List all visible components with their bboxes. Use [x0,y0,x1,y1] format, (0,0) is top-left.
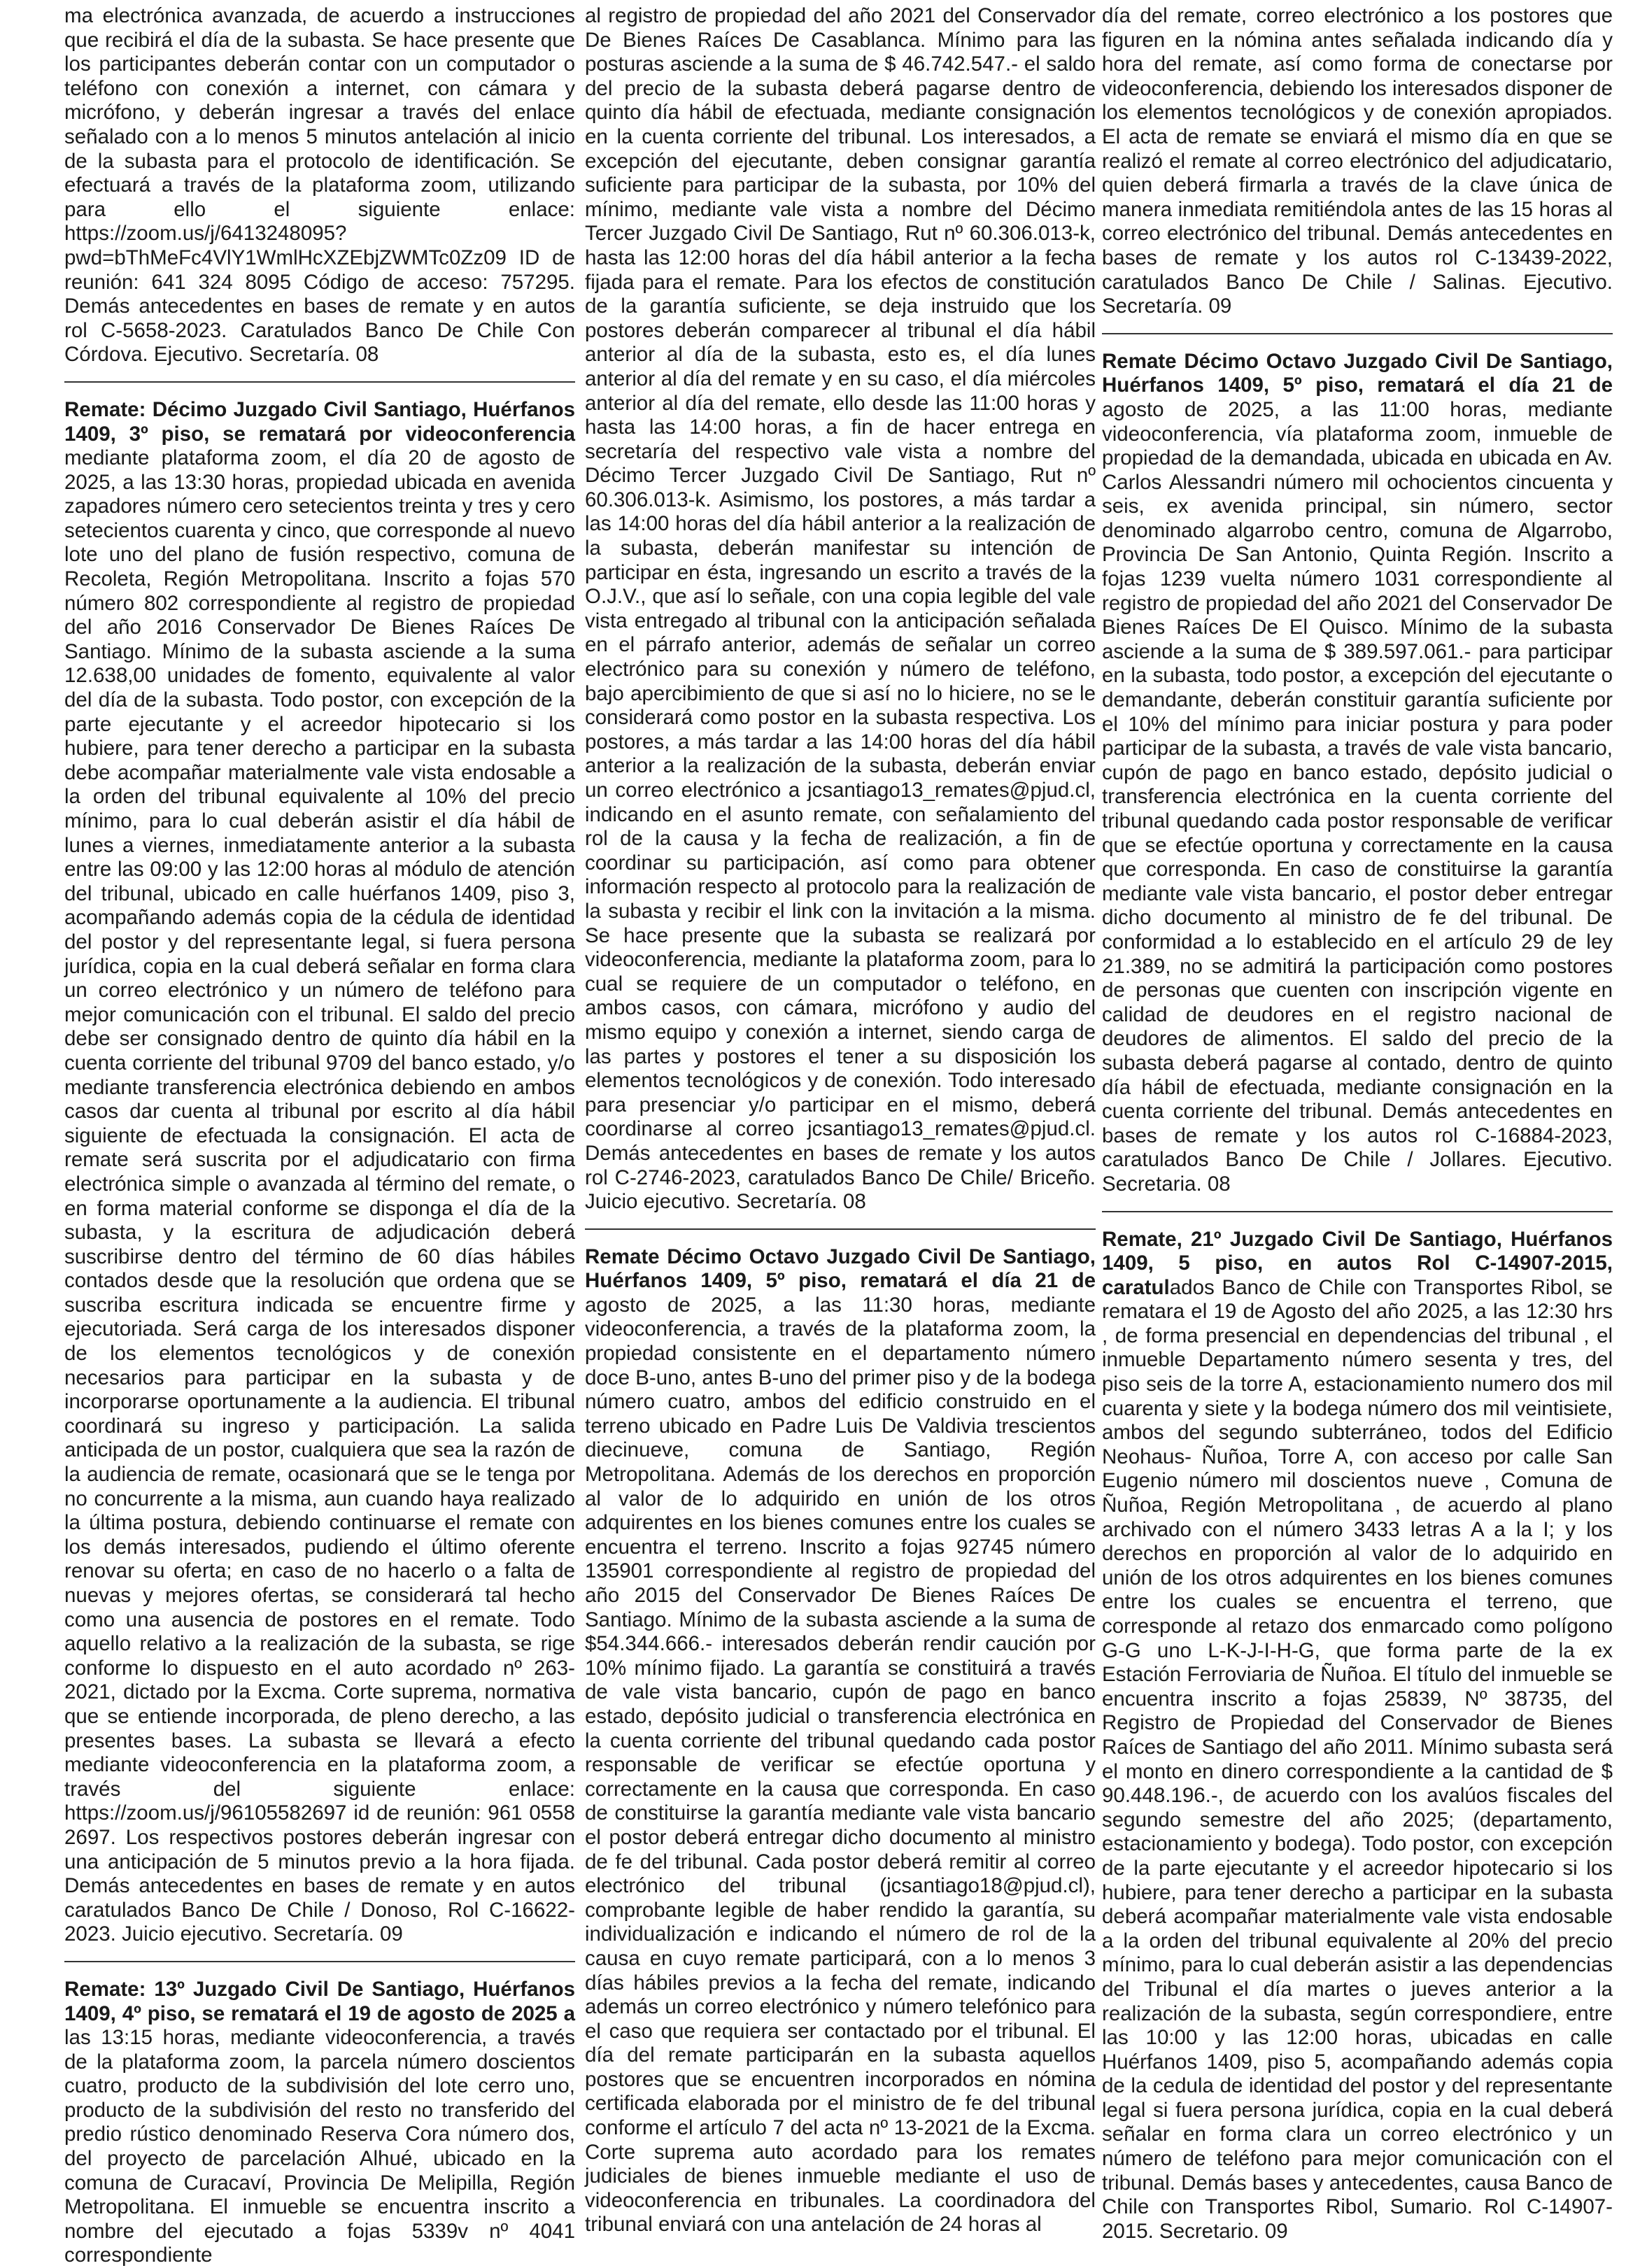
notice-body: agosto de 2025, a las 11:00 horas, mediante videoconferencia, vía plataforma zoom, inmueble de propiedad de la demandada, ubicada en ubicada en Av. Carlos Alessandri número mil ochocientos cincuenta y seis, ex avenida principal, sin número, sector denominado algarrobo centro, comuna de Algarrobo, Provincia De San Antonio, Quinta Región. Inscrito a fojas 1239 vuelta número 1031 correspondiente al registro de propiedad del año 2021 del Conservador De Bienes Raíces De El Quisco. Mínimo de la subasta asciende a la suma de $ 389.597.061.- para participar en la subasta, todo postor, a excepción del ejecutante o demandante, deberán constituir garantía suficiente por el 10% del mínimo para iniciar postura y para poder participar de la subasta, a través de vale vista bancario, cupón de pago en banco estado, depósito judicial o transferencia electrónica en la cuenta corriente del tribunal quedando cada postor responsable de verificar que se efectúe oportuna y correctamente en la causa que corresponda. En caso de constituirse la garantía mediante vale vista bancario, el postor deber entregar dicho documento al ministro de fe del tribunal. De conformidad a lo establecido en el artículo 29 de ley 21.389, no se admitirá la participación como postores de personas que cuenten con inscripción vigente en calidad de deudores en el registro nacional de deudores de alimentos. El saldo del precio de la subasta deberá pagarse al contado, dentro de quinto día hábil de efectuada, mediante consignación en la cuenta corriente del tribunal. Demás antecedentes en bases de remate y los autos rol C-16884-2023, caratulados Banco De Chile / Jollares. Ejecutivo. Secretaria. 08 [1102,397,1613,1196]
notice-divider [585,1228,1096,1230]
notice-body: ma electrónica avanzada, de acuerdo a instrucciones que recibirá el día de la subasta. Se hace presente que los participantes deberán contar con un computador o teléfono con conexión a internet, con cámara y micrófono, y deberán ingresar a través del enlace señalado con a lo menos 5 minutos antelación al inicio de la subasta para el protocolo de identificación. Se efectuará a través de la plataforma zoom, utilizando para ello el siguiente enlace: https://zoom.us/j/6413248095?pwd=bThMeFc4VlY1WmlHcXZEbjZWMTc0Zz09 ID de reunión: 641 324 8095 Código de acceso: 757295. Demás antecedentes en bases de remate y en autos rol C-5658-2023. Caratulados Banco De Chile Con Córdova. Ejecutivo. Secretaría. 08 [64,4,575,367]
notice-heading: Remate: Décimo Juzgado Civil Santiago, Huérfanos 1409, 3º piso, se rematará por videoconferencia [64,397,575,446]
column-3 [1102,4,1613,2244]
column-1 [64,4,575,2268]
notice-text [64,4,575,367]
notice-remate [1102,350,1613,1197]
notice-heading: Remate Décimo Octavo Juzgado Civil De Santiago, Huérfanos 1409, 5º piso, rematará el día 21 de [585,1245,1096,1293]
notice-divider [64,1961,575,1962]
notice-continuation [64,4,575,367]
notice-body: día del remate, correo electrónico a los postores que figuren en la nómina antes señalada indicando día y hora del remate, así como forma de conectarse por videoconferencia, debiendo los interesados disponer de los elementos tecnológicos y de conexión apropiados. El acta de remate se enviará el mismo día en que se realizó el remate al correo electrónico del adjudicatario, quien deberá firmarla a través de la clave única de manera inmediata remitiéndola antes de las 15 horas al correo electrónico del tribunal. Demás antecedentes en bases de remate y los autos rol C-13439-2022, caratulados Banco De Chile / Salinas. Ejecutivo. Secretaría. 09 [1102,4,1613,318]
notice-continuation [585,4,1096,1214]
notice-heading: Remate Décimo Octavo Juzgado Civil De Santiago, Huérfanos 1409, 5º piso, rematará el día 21 de [1102,349,1613,397]
notice-body: agosto de 2025, a las 11:30 horas, mediante videoconferencia, a través de la plataforma zoom, la propiedad consistente en el departamento número doce B-uno, antes B-uno del primer piso y de la bodega número cuatro, ambos del edificio construido en el terreno ubicado en Padre Luis De Valdivia trescientos diecinueve, comuna de Santiago, Región Metropolitana. Además de los derechos en proporción al valor de lo adquirido en unión de los otros adquirentes en los bienes comunes entre los cuales se encuentra el terreno. Inscrito a fojas 92745 número 135901 correspondiente al registro de propiedad del año 2015 del Conservador De Bienes Raíces De Santiago. Mínimo de la subasta asciende a la suma de $54.344.666.- interesados deberán rendir caución por 10% mínimo fijado. La garantía se constituirá a través de vale vista bancario, cupón de pago en banco estado, depósito judicial o transferencia electrónica en la cuenta corriente del tribunal quedando cada postor responsable de verificar se efectúe oportuna y correctamente en la causa que corresponda. En caso de constituirse la garantía mediante vale vista bancario el postor deberá entregar dicho documento al ministro de fe del tribunal. Cada postor deberá remitir al correo electrónico del tribunal (jcsantiago18@pjud.cl), comprobante legible de haber rendido la garantía, su individualización e indicando el número de rol de la causa en cuyo remate participará, con a lo menos 3 días hábiles previos a la fecha del remate, indicando además un correo electrónico y número telefónico para el caso que requiera ser contactado por el tribunal. El día del remate participarán en la subasta aquellos postores que se encuentren incorporados en nómina certificada elaborada por el ministro de fe del tribunal conforme el artículo 7 del acta nº 13-2021 de la Excma. Corte suprema auto acordado para los remates judiciales de bienes inmueble mediante el uso de videoconferencia en tribunales. La coordinadora del tribunal enviará con una antelación de 24 horas al [585,1293,1096,2237]
notice-body: al registro de propiedad del año 2021 del Conservador De Bienes Raíces De Casablanca. Mínimo para las posturas asciende a la suma de $ 46.742.547.- el saldo del precio de la subasta deberá pagarse dentro de quinto día hábil de efectuada, mediante consignación en la cuenta corriente del tribunal. Los interesados, a excepción del ejecutante, deben consignar garantía suficiente para participar de la subasta, por 10% del mínimo, mediante vale vista a nombre del Décimo Tercer Juzgado Civil De Santiago, Rut nº 60.306.013-k, hasta las 12:00 horas del día hábil anterior a la fecha fijada para el remate. Para los efectos de constitución de la garantía suficiente, se deja instruido que los postores deberán comparecer al tribunal el día hábil anterior al día de la subasta, esto es, el día lunes anterior al día del remate y en su caso, el día miércoles anterior al día del remate, ello desde las 11:00 horas y hasta las 14:00 horas, a fin de hacer entrega en secretaría del respectivo vale vista a nombre del Décimo Tercer Juzgado Civil De Santiago, Rut nº 60.306.013-k. Asimismo, los postores, a más tardar a las 14:00 horas del día hábil anterior a la realización de la subasta, deberán manifestar su intención de participar en ésta, ingresando un escrito a través de la O.J.V., que así lo señale, con una copia legible del vale vista entregado al tribunal con la anticipación señalada en el párrafo anterior, además de señalar un correo electrónico para su conexión y número de teléfono, bajo apercibimiento de que si así no lo hiciere, no se le considerará como postor en la subasta respectiva. Los postores, a más tardar a las 14:00 horas del día hábil anterior a la realización de la subasta, deberán enviar un correo electrónico a jcsantiago13_remates@pjud.cl, indicando en el asunto remate, con señalamiento del rol de la causa y la fecha de realización, a fin de coordinar su participación, así como para obtener información respecto al protocolo para la realización de la subasta y recibir el link con la invitación a la misma. Se hace presente que la subasta se realizará por videoconferencia, mediante la plataforma zoom, para lo cual se requiere de un computador o teléfono, en ambos casos, con cámara, micrófono y audio del mismo equipo y conexión a internet, siendo carga de las partes y postores el tener a su disposición los elementos tecnológicos y de conexión. Todo interesado para presenciar y/o participar en el mismo, deberá coordinarse al correo jcsantiago13_remates@pjud.cl. Demás antecedentes en bases de remate y los autos rol C-2746-2023, caratulados Banco De Chile/ Briceño. Juicio ejecutivo. Secretaría. 08 [585,4,1096,1214]
notice-remate [1102,1228,1613,2244]
notice-divider [64,381,575,383]
notice-body: las 13:15 horas, mediante videoconferencia, a través de la plataforma zoom, la parcela número doscientos cuatro, producto de la subdivisión del lote cerro uno, producto de la subdivisión del resto no transferido del predio rústico denominado Reserva Cora número dos, del proyecto de parcelación Alhué, ubicado en la comuna de Curacaví, Provincia De Melipilla, Región Metropolitana. El inmueble se encuentra inscrito a nombre del ejecutado a fojas 5339v nº 4041 correspondiente [64,2026,575,2267]
notice-heading: Remate, 21º Juzgado Civil De Santiago, Huérfanos 1409, 5 piso, en autos Rol C-14907-2015, caratul [1102,1227,1613,1299]
notice-divider [1102,333,1613,334]
notice-body: mediante plataforma zoom, el día 20 de agosto de 2025, a las 13:30 horas, propiedad ubicada en avenida zapadores número cero setecientos treinta y tres y cero setecientos cuarenta y cinco, que corresponde al nuevo lote uno del plano de fusión respectivo, comuna de Recoleta, Región Metropolitana. Inscrito a fojas 570 número 802 correspondiente al registro de propiedad del año 2016 Conservador De Bienes Raíces De Santiago. Mínimo de la subasta asciende a la suma 12.638,00 unidades de fomento, equivalente al valor del día de la subasta. Todo postor, con excepción de la parte ejecutante y el acreedor hipotecario si los hubiere, para tener derecho a participar en la subasta debe acompañar materialmente vale vista endosable a la orden del tribunal equivalente al 10% del precio mínimo, para lo cual deberán asistir el día hábil de lunes a viernes, inmediatamente anterior a la subasta entre las 09:00 y las 12:00 horas al módulo de atención del tribunal, ubicado en calle huérfanos 1409, piso 3, acompañando además copia de la cédula de identidad del postor y del representante legal, si fuera persona jurídica, copia en la cual deberá señalar en forma clara un correo electrónico y un número de teléfono para mejor comunicación con el tribunal. El saldo del precio debe ser consignado dentro de quinto día hábil en la cuenta corriente del tribunal 9709 del banco estado, y/o mediante transferencia electrónica debiendo en ambos casos dar cuenta al tribunal por escrito al día hábil siguiente de efectuada la consignación. El acta de remate será suscrita por el adjudicatario con firma electrónica simple o avanzada al término del remate, o en forma material conforme se disponga el día de la subasta, y la escritura de adjudicación deberá suscribirse dentro del término de 60 días hábiles contados desde que la resolución que ordena que se suscriba escritura indicada se encuentre firme y ejecutoriada. Será carga de los interesados disponer de los elementos tecnológicos y de conexión necesarios para participar en la subasta y de incorporarse oportunamente a la audiencia. El tribunal coordinará su ingreso y participación. La salida anticipada de un postor, cualquiera que sea la razón de la audiencia de remate, ocasionará que se le tenga por no concurrente a la misma, aun cuando haya realizado la última postura, debiendo continuarse el remate con los demás interesados, pudiendo el último oferente renovar su oferta; en caso de no hacerlo o a falta de nuevas y mejores ofertas, se considerará tal hecho como una ausencia de postores en el remate. Todo aquello relativo a la realización de la subasta, se rige conforme lo dispuesto en el auto acordado nº 263-2021, dictado por la Excma. Corte suprema, normativa que se entiende incorporada, de pleno derecho, a las presentes bases. La subasta se llevará a efecto mediante videoconferencia en la plataforma zoom, a través del siguiente enlace: https://zoom.us/j/96105582697 id de reunión: 961 0558 2697. Los respectivos postores deberán ingresar con una anticipación de 5 minutos previo a la hora fijada. Demás antecedentes en bases de remate y en autos caratulados Banco De Chile / Donoso, Rol C-16622-2023. Juicio ejecutivo. Secretaría. 09 [64,446,575,1946]
notice-text [64,1978,575,2268]
notice-text [585,1245,1096,2237]
notice-remate [64,1978,575,2268]
notice-text [1102,350,1613,1197]
notice-divider [1102,1211,1613,1212]
notice-heading: Remate: 13º Juzgado Civil De Santiago, Huérfanos 1409, 4º piso, se rematará el 19 de agosto de 2025 a [64,1977,575,2025]
notice-continuation [1102,4,1613,319]
notice-text [1102,4,1613,319]
notice-text [585,4,1096,1214]
notice-remate [585,1245,1096,2237]
notice-text [1102,1228,1613,2244]
column-2 [585,4,1096,2237]
notice-text [64,398,575,1947]
notice-remate [64,398,575,1947]
notice-body: ados Banco de Chile con Transportes Ribol, se rematara el 19 de Agosto del año 2025, a las 12:30 hrs , de forma presencial en dependencias del tribunal , el inmueble Departamento número sesenta y tres, del piso seis de la torre A, estacionamiento numero dos mil cuarenta y siete y la bodega número dos mil veintisiete, ambos del segundo subterráneo, todos del Edificio Neohaus- Ñuñoa, Torre A, con acceso por calle San Eugenio número mil doscientos nueve , Comuna de Ñuñoa, Región Metropolitana , de acuerdo al plano archivado con el número 3433 letras A a la I; y los derechos en proporción al valor de lo adquirido en unión de los otros adquirentes en los bienes comunes entre los cuales se encuentra el terreno, que corresponde al retazo dos enmarcado como polígono G-G uno L-K-J-I-H-G, que forma parte de la ex Estación Ferroviaria de Ñuñoa. El título del inmueble se encuentra inscrito a fojas 25839, Nº 38735, del Registro de Propiedad del Conservador de Bienes Raíces de Santiago del año 2011. Mínimo subasta será el monto en dinero correspondiente a la cantidad de $ 90.448.196.-, de acuerdo con los avalúos fiscales del segundo semestre del año 2025; (departamento, estacionamiento y bodega). Todo postor, con excepción de la parte ejecutante y el acreedor hipotecario si los hubiere, para tener derecho a participar en la subasta deberá acompañar materialmente vale vista endosable a la orden del tribunal equivalente al 20% del precio mínimo, para lo cual deberán asistir a las dependencias del Tribunal el día martes o jueves anterior a la realización de la subasta, según correspondiere, entre las 10:00 y las 12:00 horas, ubicadas en calle Huérfanos 1409, piso 5, acompañando además copia de la cedula de identidad del postor y del representante legal si fuera persona jurídica, copia en la cual deberá señalar en forma clara un correo electrónico y un número de teléfono para mejor comunicación con el tribunal. Demás bases y antecedentes, causa Banco de Chile con Transportes Ribol, Sumario. Rol C-14907-2015. Secretario. 09 [1102,1275,1613,2243]
